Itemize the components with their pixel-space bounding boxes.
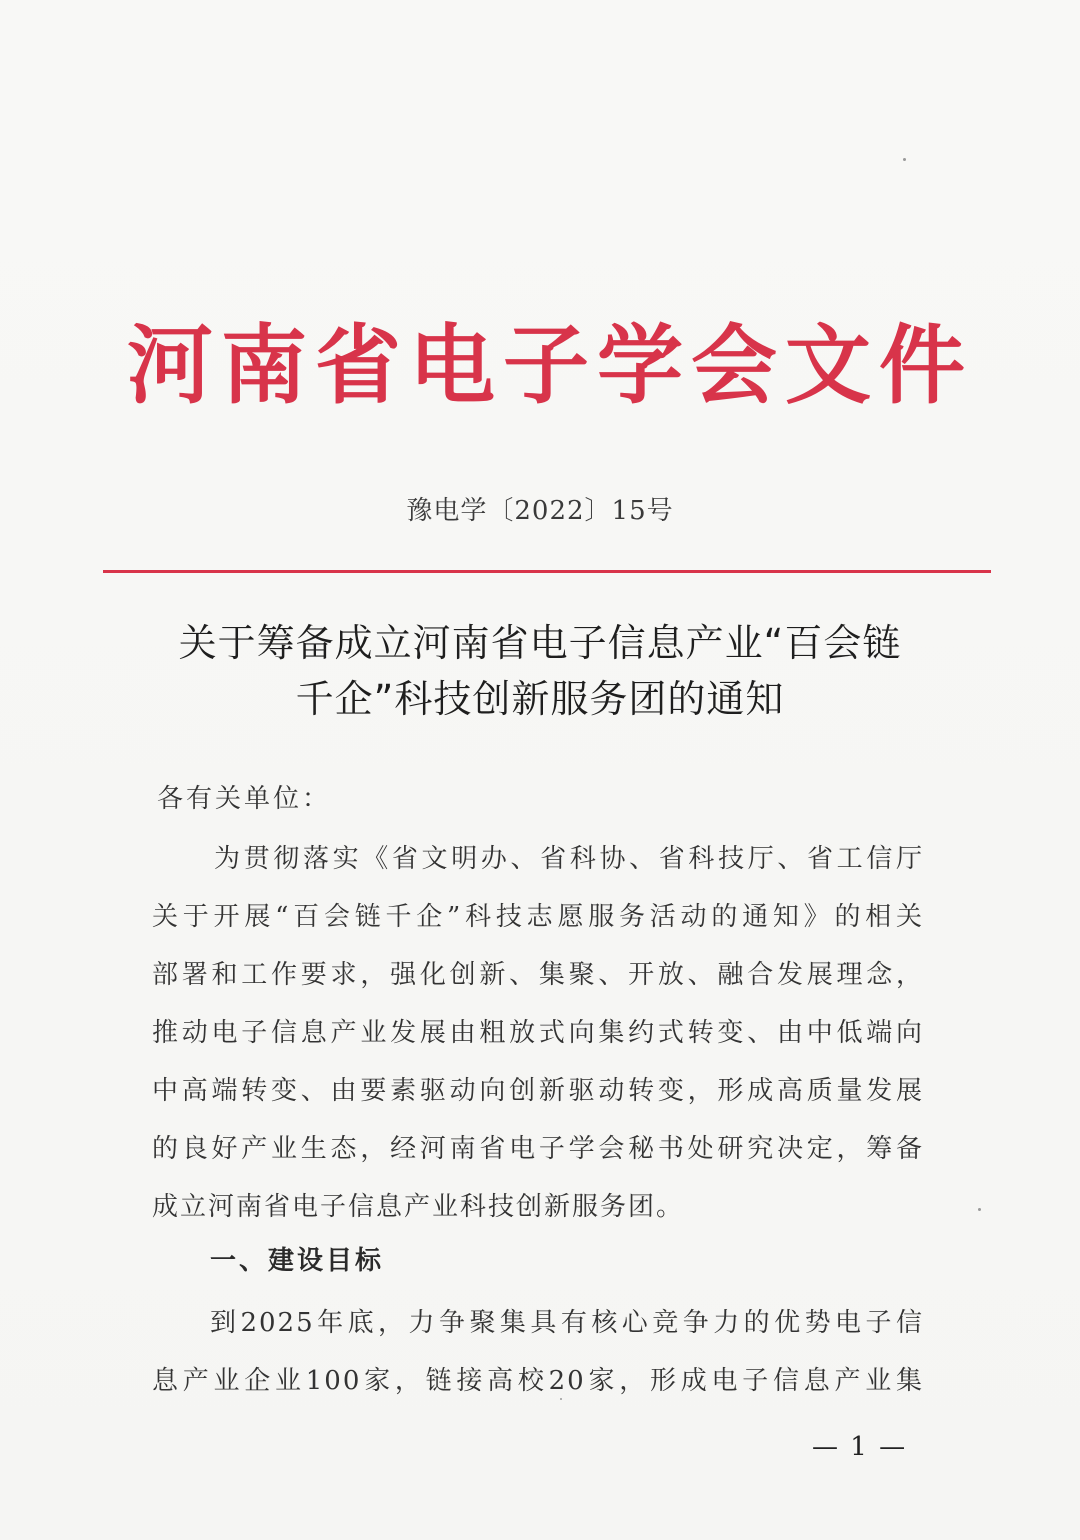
salutation: 各有关单位： <box>157 784 332 814</box>
page-number: — 1 — <box>812 1432 908 1462</box>
paragraph-line: 部署和工作要求，强化创新、集聚、开放、融合发展理念， <box>152 960 924 990</box>
masthead-title: 河南省电子学会文件 <box>127 316 973 416</box>
paragraph-line: 关于开展“百会链千企”科技志愿服务活动的通知》的相关 <box>152 902 924 932</box>
scan-speck <box>978 1208 981 1211</box>
paragraph-line: 到2025年底，力争聚集具有核心竞争力的优势电子信 <box>210 1308 924 1338</box>
section-heading: 一、建设目标 <box>210 1246 385 1276</box>
body-paragraph-1 <box>152 830 924 1236</box>
paragraph-line: 成立河南省电子信息产业科技创新服务团。 <box>152 1192 685 1222</box>
body-paragraph-2 <box>152 1294 924 1410</box>
title-line-2: 千企”科技创新服务团的通知 <box>295 677 785 721</box>
paragraph-line: 息产业企业100家，链接高校20家，形成电子信息产业集 <box>152 1366 924 1396</box>
red-divider <box>103 570 991 573</box>
title-line-1: 关于筹备成立河南省电子信息产业“百会链 <box>178 621 902 665</box>
document-number: 豫电学〔2022〕15号 <box>406 496 674 526</box>
notice-title <box>150 615 930 727</box>
paragraph-line: 为贯彻落实《省文明办、省科协、省科技厅、省工信厅 <box>214 844 924 874</box>
paragraph-line: 推动电子信息产业发展由粗放式向集约式转变、由中低端向 <box>152 1018 924 1048</box>
scan-speck <box>903 158 906 161</box>
scan-speck <box>560 1398 562 1400</box>
paragraph-line: 的良好产业生态，经河南省电子学会秘书处研究决定，筹备 <box>152 1134 924 1164</box>
paragraph-line: 中高端转变、由要素驱动向创新驱动转变，形成高质量发展 <box>152 1076 924 1106</box>
